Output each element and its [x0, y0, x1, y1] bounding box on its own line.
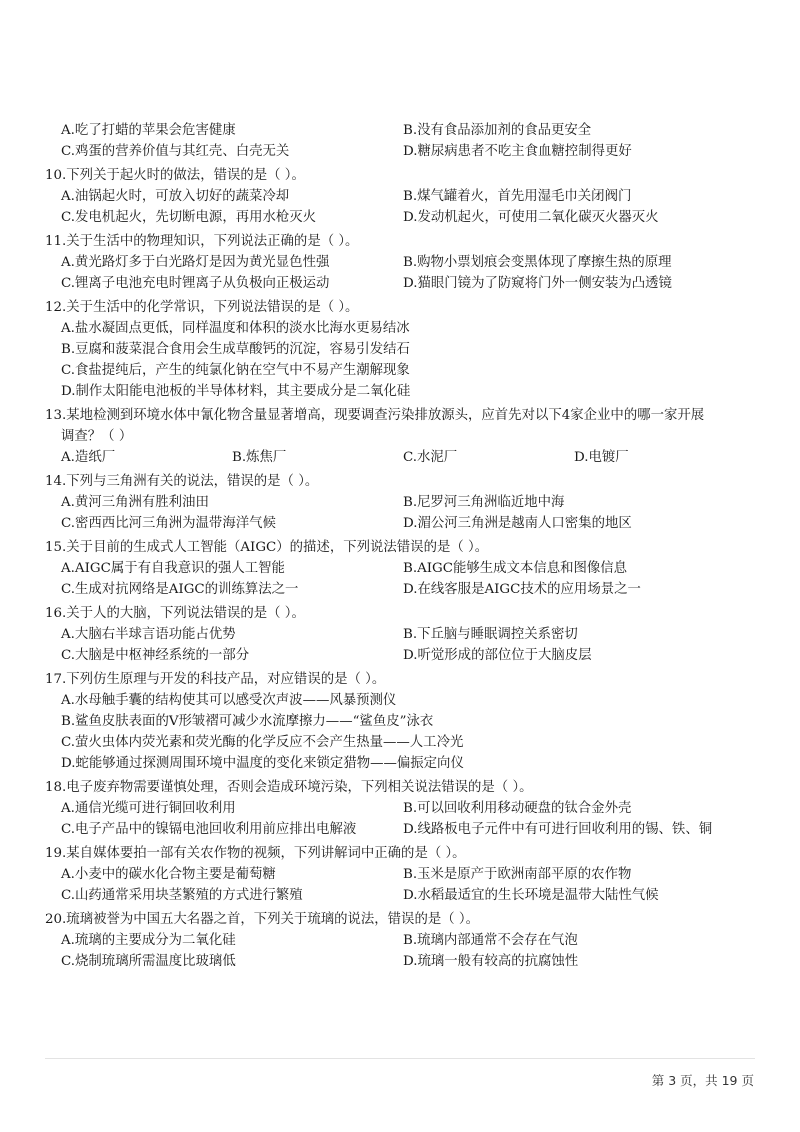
question-17: [45, 669, 760, 774]
option-b: B.购物小票划痕会变黑体现了摩擦生热的原理: [403, 255, 672, 270]
option-a: A.大脑右半球言语功能占优势: [61, 627, 236, 642]
option-d: D.电镀厂: [574, 450, 629, 465]
question-stem: 10.下列关于起火时的做法，错误的是（ ）。: [45, 168, 305, 183]
question-9: [45, 120, 760, 162]
question-20: [45, 909, 760, 972]
page-number: 第 3 页，共 19 页: [651, 1073, 754, 1088]
option-a: A.造纸厂: [61, 450, 116, 465]
option-a: A.水母触手囊的结构使其可以感受次声波——风暴预测仪: [61, 693, 397, 708]
option-b: B.鲨鱼皮肤表面的V形皱褶可减少水流摩擦力——“鲨鱼皮”泳衣: [61, 714, 434, 729]
option-c: C.密西西比河三角洲为温带海洋气候: [61, 516, 276, 531]
option-d: D.制作太阳能电池板的半导体材料，其主要成分是二氧化硅: [61, 384, 411, 399]
option-b: B.下丘脑与睡眠调控关系密切: [403, 627, 578, 642]
option-c: C.大脑是中枢神经系统的一部分: [61, 648, 250, 663]
question-10: [45, 165, 760, 228]
question-list: [45, 120, 760, 972]
option-c: C.食盐提纯后，产生的纯氯化钠在空气中不易产生潮解现象: [61, 363, 410, 378]
option-a: A.通信光缆可进行铜回收利用: [61, 801, 236, 816]
option-b: B.没有食品添加剂的食品更安全: [403, 123, 592, 138]
question-11: [45, 231, 760, 294]
option-b: B.尼罗河三角洲临近地中海: [403, 495, 565, 510]
question-stem: 11.关于生活中的物理知识，下列说法正确的是（ ）。: [45, 234, 359, 249]
option-a: A.AIGC属于有自我意识的强人工智能: [61, 561, 285, 576]
footer-divider: [45, 1058, 755, 1059]
option-d: D.发动机起火，可使用二氧化碳灭火器灭火: [403, 210, 659, 225]
option-c: C.山药通常采用块茎繁殖的方式进行繁殖: [61, 888, 303, 903]
question-12: [45, 297, 760, 402]
option-d: D.水稻最适宜的生长环境是温带大陆性气候: [403, 888, 659, 903]
question-18: [45, 777, 760, 840]
question-19: [45, 843, 760, 906]
option-c: C.电子产品中的镍镉电池回收利用前应排出电解液: [61, 822, 357, 837]
question-stem: 12.关于生活中的化学常识，下列说法错误的是（ ）。: [45, 300, 359, 315]
question-stem: 13.某地检测到环境水体中氰化物含量显著增高，现要调查污染排放源头，应首先对以下4家企业中的哪一家开展: [45, 408, 705, 423]
option-d: D.糖尿病患者不吃主食血糖控制得更好: [403, 144, 632, 159]
option-d: D.在线客服是AIGC技术的应用场景之一: [403, 582, 641, 597]
question-stem: 18.电子废弃物需要谨慎处理，否则会造成环境污染，下列相关说法错误的是（ ）。: [45, 780, 533, 795]
option-c: C.发电机起火，先切断电源，再用水枪灭火: [61, 210, 317, 225]
question-stem: 15.关于目前的生成式人工智能（AIGC）的描述，下列说法错误的是（ ）。: [45, 540, 489, 555]
option-c: C.锂离子电池充电时锂离子从负极向正极运动: [61, 276, 330, 291]
option-b: B.炼焦厂: [232, 450, 287, 465]
question-16: [45, 603, 760, 666]
option-a: A.吃了打蜡的苹果会危害健康: [61, 123, 236, 138]
option-d: D.琉璃一般有较高的抗腐蚀性: [403, 954, 579, 969]
option-a: A.琉璃的主要成分为二氧化硅: [61, 933, 236, 948]
option-b: B.煤气罐着火，首先用湿毛巾关闭阀门: [403, 189, 632, 204]
option-d: D.线路板电子元件中有可进行回收利用的锡、铁、铜: [403, 822, 713, 837]
option-d: D.听觉形成的部位位于大脑皮层: [403, 648, 592, 663]
option-b: B.玉米是原产于欧洲南部平原的农作物: [403, 867, 632, 882]
option-c: C.烧制琉璃所需温度比玻璃低: [61, 954, 236, 969]
option-b: B.琉璃内部通常不会存在气泡: [403, 933, 578, 948]
option-b: B.豆腐和菠菜混合食用会生成草酸钙的沉淀，容易引发结石: [61, 342, 410, 357]
question-stem: 16.关于人的大脑，下列说法错误的是（ ）。: [45, 606, 305, 621]
option-c: C.生成对抗网络是AIGC的训练算法之一: [61, 582, 299, 597]
question-14: [45, 471, 760, 534]
option-a: A.小麦中的碳水化合物主要是葡萄糖: [61, 867, 276, 882]
question-stem: 17.下列仿生原理与开发的科技产品，对应错误的是（ ）。: [45, 672, 386, 687]
option-d: D.湄公河三角洲是越南人口密集的地区: [403, 516, 632, 531]
question-stem-continued: 调查？（ ）: [61, 429, 133, 444]
question-stem: 14.下列与三角洲有关的说法，错误的是（ ）。: [45, 474, 319, 489]
option-c: C.鸡蛋的营养价值与其红壳、白壳无关: [61, 144, 290, 159]
question-13: [45, 405, 760, 468]
option-d: D.蛇能够通过探测周围环境中温度的变化来锁定猎物——偏振定向仪: [61, 756, 464, 771]
option-a: A.盐水凝固点更低，同样温度和体积的淡水比海水更易结冰: [61, 321, 410, 336]
option-a: A.黄河三角洲有胜利油田: [61, 495, 209, 510]
option-a: A.油锅起火时，可放入切好的蔬菜冷却: [61, 189, 290, 204]
option-a: A.黄光路灯多于白光路灯是因为黄光显色性强: [61, 255, 330, 270]
option-b: B.AIGC能够生成文本信息和图像信息: [403, 561, 628, 576]
question-stem: 19.某自媒体要拍一部有关农作物的视频，下列讲解词中正确的是（ ）。: [45, 846, 466, 861]
question-stem: 20.琉璃被誉为中国五大名器之首，下列关于琉璃的说法，错误的是（ ）。: [45, 912, 479, 927]
option-c: C.萤火虫体内荧光素和荧光酶的化学反应不会产生热量——人工冷光: [61, 735, 464, 750]
option-b: B.可以回收利用移动硬盘的钛合金外壳: [403, 801, 632, 816]
option-d: D.猫眼门镜为了防窥将门外一侧安装为凸透镜: [403, 276, 672, 291]
question-15: [45, 537, 760, 600]
option-c: C.水泥厂: [403, 450, 458, 465]
